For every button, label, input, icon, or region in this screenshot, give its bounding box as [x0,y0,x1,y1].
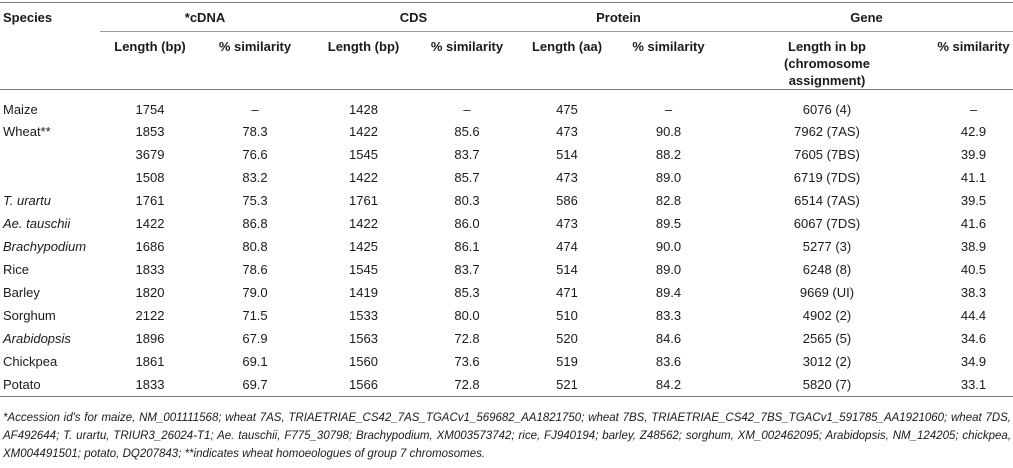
table-row [0,350,1013,373]
value-cell: 6076 (4) [802,101,852,117]
species-cell: Chickpea [3,354,58,369]
value-cell: 90.0 [655,239,682,254]
value-cell: 1761 [135,193,165,208]
value-cell: 4902 (2) [802,308,852,323]
value-cell: 1545 [349,262,378,277]
value-cell: 1533 [349,308,378,323]
value-cell: 1545 [349,147,378,162]
sub-header: % similarity [937,39,1010,54]
value-cell: 2565 (5) [802,331,852,346]
value-cell: 1422 [349,170,378,185]
value-cell: 72.8 [454,377,480,392]
value-cell: 510 [556,308,578,323]
value-cell: 1428 [349,101,378,117]
table-row [0,327,1013,350]
table-footnote: *Accession id's for maize, NM_001111568; wheat 7AS, TRIAETRIAE_CS42_7AS_TGACv1_569682_AA1821750; wheat 7BS, TRIAETRIAE_CS42_7BS_TGACv1_591785_AA1921060; wheat 7DS, AF492644; T. urartu, TRIUR3_26024-T1; Ae. tauschii, F775_30798; Brachypodium, XM003573742; rice, FJ940194; barley, Z48562; sorghum, XM_002462095; Arabidopsis, NM_124205; chickpea, XM004491501; potato, DQ207843; **indicates wheat homoeologues of group 7 chromosomes. [3,412,1012,460]
species-cell [0,143,100,166]
value-cell: 38.9 [960,239,987,254]
value-cell: 90.8 [655,124,682,139]
value-cell: 76.6 [242,147,268,162]
value-cell: 39.5 [960,193,987,208]
table-row [0,143,1013,166]
value-cell: 6719 (7DS) [793,170,861,185]
value-cell: 473 [556,170,578,185]
table-row [0,189,1013,212]
value-cell: 1820 [135,285,165,300]
value-cell: 71.5 [242,308,268,323]
value-cell: 473 [556,216,578,231]
value-cell: – [664,101,673,117]
table-row [0,235,1013,258]
table-body [0,90,1013,397]
value-cell: 3012 (2) [802,354,852,369]
value-cell: 1686 [135,239,165,254]
value-cell: 83.3 [655,308,682,323]
value-cell: 85.6 [454,124,480,139]
species-cell: Rice [3,262,30,277]
value-cell: 88.2 [655,147,682,162]
value-cell: 83.6 [655,354,682,369]
value-cell: 1563 [349,331,378,346]
species-cell: Arabidopsis [3,331,71,346]
value-cell: 1422 [349,124,378,139]
value-cell: 473 [556,124,578,139]
value-cell: 9669 (UI) [799,285,855,300]
sub-header: % similarity [218,39,292,54]
value-cell: 1853 [135,124,165,139]
value-cell: 34.6 [960,331,987,346]
value-cell: 1566 [349,377,378,392]
value-cell: 89.0 [655,170,682,185]
value-cell: 69.7 [242,377,268,392]
value-cell: 1422 [135,216,165,231]
value-cell: 514 [556,262,578,277]
value-cell: 521 [556,377,578,392]
group-header-row [0,3,1013,32]
comparison-table [0,2,1013,397]
value-cell: 83.7 [454,262,480,277]
value-cell: 6067 (7DS) [793,216,861,231]
value-cell: 79.0 [242,285,268,300]
value-cell: 41.1 [960,170,987,185]
value-cell: 6248 (8) [802,262,852,277]
species-cell: Brachypodium [3,239,87,254]
species-cell: Potato [3,377,41,392]
sub-header: Length (bp) [327,39,400,54]
value-cell: 7605 (7BS) [794,147,860,162]
value-cell: 89.0 [655,262,682,277]
value-cell: 72.8 [454,331,480,346]
value-cell: 5277 (3) [802,239,852,254]
value-cell: 34.9 [960,354,987,369]
sub-header: Length in bp (chromosome assignment) [784,39,870,88]
cdna-group-header: *cDNA [100,3,310,32]
sub-header-row [0,32,1013,90]
species-cell: Wheat** [3,124,51,139]
value-cell: 1422 [349,216,378,231]
value-cell: 83.7 [454,147,480,162]
value-cell: 75.3 [242,193,268,208]
value-cell: 85.3 [454,285,480,300]
value-cell: 1833 [135,377,165,392]
value-cell: 73.6 [454,354,480,369]
value-cell: 6514 (7AS) [794,193,860,208]
value-cell: 39.9 [960,147,987,162]
value-cell: 86.8 [242,216,268,231]
sub-header: % similarity [632,39,705,54]
species-cell: Sorghum [3,308,56,323]
value-cell: 1419 [349,285,378,300]
species-cell [0,166,100,189]
value-cell: 1761 [349,193,378,208]
table-row [0,373,1013,397]
value-cell: 7962 (7AS) [794,124,860,139]
value-cell: 89.4 [655,285,682,300]
species-cell: Maize [3,101,38,117]
value-cell: 80.0 [454,308,480,323]
value-cell: 519 [556,354,578,369]
value-cell: 1896 [135,331,165,346]
value-cell: 38.3 [960,285,987,300]
value-cell: – [251,101,259,117]
value-cell: 3679 [135,147,165,162]
value-cell: 69.1 [242,354,268,369]
value-cell: 514 [556,147,578,162]
value-cell: 1560 [349,354,378,369]
value-cell: 1425 [349,239,378,254]
value-cell: 80.8 [242,239,268,254]
table-row [0,166,1013,189]
sub-header: Length (bp) [114,39,186,54]
value-cell: 86.0 [454,216,480,231]
table-row [0,304,1013,327]
value-cell: 2122 [135,308,165,323]
value-cell: 41.6 [960,216,987,231]
value-cell: 82.8 [655,193,682,208]
species-cell: T. urartu [3,193,51,208]
table-row [0,281,1013,304]
value-cell: 474 [556,239,578,254]
value-cell: 78.3 [242,124,268,139]
value-cell: 78.6 [242,262,268,277]
value-cell: 1861 [135,354,165,369]
value-cell: 42.9 [960,124,987,139]
value-cell: 84.2 [655,377,682,392]
value-cell: 1833 [135,262,165,277]
value-cell: 520 [556,331,578,346]
sub-header: Length (aa) [531,39,603,54]
protein-group-header: Protein [517,3,720,32]
value-cell: 5820 (7) [802,377,852,392]
value-cell: 33.1 [960,377,987,392]
value-cell: 40.5 [960,262,987,277]
cds-group-header: CDS [310,3,517,32]
table-row [0,212,1013,235]
value-cell: 1754 [135,101,165,117]
species-cell: Ae. tauschii [3,216,71,231]
species-cell: Barley [3,285,40,300]
table-row [0,258,1013,281]
value-cell: – [463,101,471,117]
value-cell: 83.2 [242,170,268,185]
table-row [0,120,1013,143]
value-cell: 44.4 [960,308,987,323]
gene-group-header: Gene [720,3,1013,32]
value-cell: 586 [556,193,578,208]
value-cell: 89.5 [655,216,682,231]
value-cell: 67.9 [242,331,268,346]
value-cell: 1508 [135,170,165,185]
value-cell: 85.7 [454,170,480,185]
value-cell: 86.1 [454,239,480,254]
value-cell: 475 [556,101,578,117]
sub-header: % similarity [430,39,504,54]
species-header: Species [3,9,53,25]
table-row [0,90,1013,120]
value-cell: 80.3 [454,193,480,208]
value-cell: – [969,101,978,117]
value-cell: 84.6 [655,331,682,346]
value-cell: 471 [556,285,578,300]
